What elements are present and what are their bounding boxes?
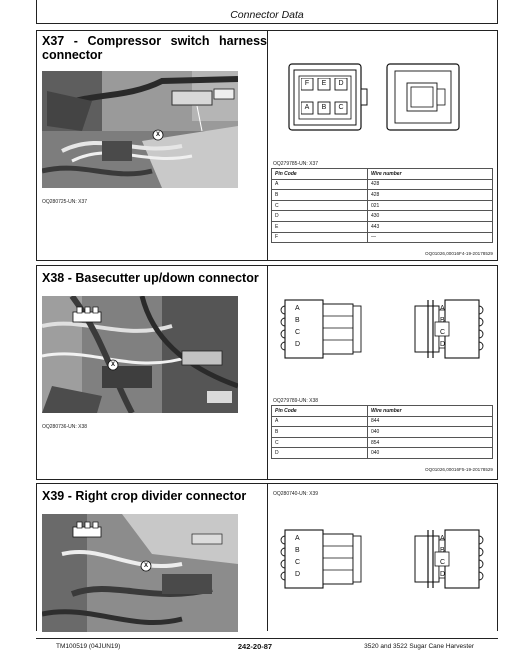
pin-label-a: A	[304, 104, 310, 111]
column-divider	[267, 31, 268, 260]
pin-label: B	[295, 547, 300, 554]
callout-label: X	[110, 362, 115, 368]
column-divider	[267, 484, 268, 631]
connector-section-x37	[36, 30, 498, 261]
wire-number-cell: 428	[368, 190, 493, 201]
section-title: X38 - Basecutter up/down connector	[42, 271, 259, 285]
pin-label-f: F	[304, 80, 310, 87]
page-title: Connector Data	[230, 9, 304, 21]
connector-inset-icon	[71, 304, 103, 326]
document-reference: OQ01026,00016F5-19-20178529	[425, 467, 493, 472]
left-pin-labels	[295, 533, 300, 581]
pin-code-cell: E	[272, 221, 368, 232]
connector-pinout-diagram	[271, 526, 496, 592]
right-pin-labels	[440, 533, 445, 581]
pin-label: D	[295, 571, 301, 578]
pin-code-cell: D	[272, 211, 368, 222]
pin-code-cell: B	[272, 427, 368, 438]
table-row	[272, 179, 493, 190]
wire-number-cell: 040	[368, 427, 493, 438]
diagram-caption: OQ280740-UN: X39	[273, 491, 319, 497]
table-row	[272, 416, 493, 427]
wire-number-cell: 430	[368, 211, 493, 222]
pin-wire-table	[271, 405, 493, 459]
pin-label-b: B	[321, 104, 327, 111]
pin-label: A	[440, 535, 445, 542]
table-row	[272, 232, 493, 243]
pin-wire-table	[271, 168, 493, 243]
table-row	[272, 190, 493, 201]
wire-number-cell: 443	[368, 221, 493, 232]
wire-number-cell: 428	[368, 179, 493, 190]
table-header-row	[272, 406, 493, 417]
pin-code-cell: B	[272, 190, 368, 201]
footer-rule	[36, 638, 498, 639]
table-row	[272, 448, 493, 459]
pin-code-cell: A	[272, 179, 368, 190]
connector-inset-icon	[71, 519, 103, 541]
wire-number-cell: 040	[368, 448, 493, 459]
table-row	[272, 437, 493, 448]
pin-label: D	[295, 341, 301, 348]
connector-section-x39	[36, 483, 498, 631]
table-row	[272, 200, 493, 211]
pin-label: C	[440, 329, 446, 336]
column-divider	[267, 266, 268, 479]
section-title: X39 - Right crop divider connector	[42, 489, 247, 503]
pin-label: C	[295, 559, 301, 566]
pin-code-cell: C	[272, 437, 368, 448]
photo-caption: OQ280736-UN: X38	[42, 424, 88, 430]
pin-label: A	[295, 535, 300, 542]
column-header: Pin Code	[272, 406, 368, 417]
pin-label-e: E	[321, 80, 327, 87]
table-header-row	[272, 169, 493, 180]
callout-label: X	[143, 563, 148, 569]
right-pin-labels	[440, 303, 445, 351]
column-header: Wire number	[368, 406, 493, 417]
pin-label: C	[440, 559, 446, 566]
connector-section-x38	[36, 265, 498, 480]
left-pin-labels	[295, 303, 300, 351]
page-header	[36, 0, 498, 24]
column-header: Wire number	[368, 169, 493, 180]
pin-code-cell: A	[272, 416, 368, 427]
wire-number-cell: 844	[368, 416, 493, 427]
table-row	[272, 221, 493, 232]
wire-number-cell: 021	[368, 200, 493, 211]
pin-label-c: C	[338, 104, 344, 111]
connector-pinout-diagram	[271, 296, 496, 362]
footer-page-number: 242-20-87	[237, 642, 273, 651]
table-row	[272, 427, 493, 438]
document-reference: OQ01026,00016F4-19-20178529	[425, 251, 493, 256]
pin-label-d: D	[338, 80, 344, 87]
pin-label: A	[295, 305, 300, 312]
pin-label: D	[440, 341, 446, 348]
pin-code-cell: F	[272, 232, 368, 243]
wire-number-cell: —	[368, 232, 493, 243]
diagram-caption: OQ279785-UN: X37	[273, 161, 319, 167]
section-title: X37 - Compressor switch harness connector	[42, 34, 267, 62]
footer-manual-id: TM100519 (04JUN19)	[56, 643, 121, 650]
column-header: Pin Code	[272, 169, 368, 180]
footer-product-name: 3520 and 3522 Sugar Cane Harvester	[364, 643, 474, 650]
diagram-caption: OQ279789-UN: X38	[273, 398, 319, 404]
pin-label: A	[440, 305, 445, 312]
connector-location-photo	[42, 71, 238, 188]
pin-code-cell: C	[272, 200, 368, 211]
pin-label: B	[440, 547, 445, 554]
pin-label: C	[295, 329, 301, 336]
table-row	[272, 211, 493, 222]
pin-label: D	[440, 571, 446, 578]
wire-number-cell: 854	[368, 437, 493, 448]
pin-label: B	[295, 317, 300, 324]
pin-code-cell: D	[272, 448, 368, 459]
callout-label: X	[155, 132, 160, 138]
photo-caption: OQ280725-UN: X37	[42, 199, 88, 205]
pin-label: B	[440, 317, 445, 324]
